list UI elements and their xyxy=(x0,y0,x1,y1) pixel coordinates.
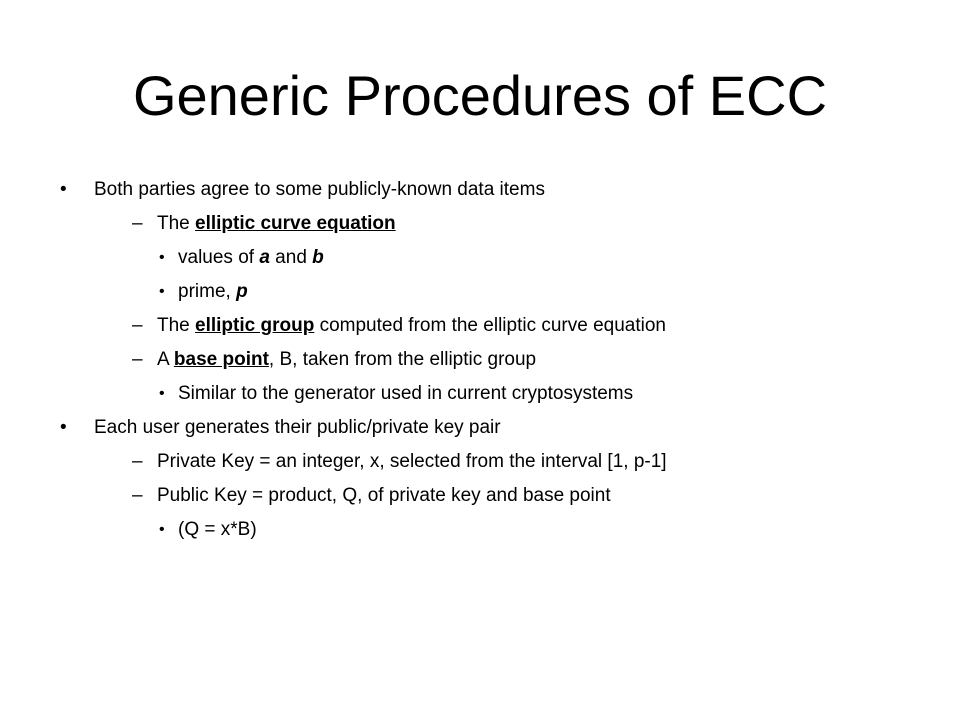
slide-title: Generic Procedures of ECC xyxy=(132,64,828,127)
dash-marker: – xyxy=(132,213,143,234)
bullet-text-prefix: The xyxy=(157,315,196,336)
bullet-text-prefix: prime, xyxy=(178,281,237,302)
bullet-marker: • xyxy=(159,249,165,266)
variable-a: a xyxy=(259,247,270,268)
dash-marker: – xyxy=(132,485,143,506)
bullet-text-suffix: , B, taken from the elliptic group xyxy=(268,349,537,370)
bullet-key-pair xyxy=(60,416,501,440)
bullet-text-suffix: computed from the elliptic curve equation xyxy=(314,315,666,336)
bullet-text-prefix: The xyxy=(157,213,196,234)
bullet-text: (Q = x*B) xyxy=(178,519,257,540)
sub-sub-bullet-values-a-b xyxy=(159,246,324,270)
dash-marker: – xyxy=(132,451,143,472)
bullet-text-prefix: values of xyxy=(178,247,260,268)
variable-b: b xyxy=(312,247,324,268)
variable-p: p xyxy=(236,281,248,302)
sub-bullet-public-key xyxy=(132,484,611,508)
dash-marker: – xyxy=(132,349,143,370)
elliptic-group-term: elliptic group xyxy=(195,315,315,336)
sub-sub-bullet-q-formula xyxy=(159,518,257,542)
sub-bullet-base-point xyxy=(132,348,537,372)
bullet-agree-data-items xyxy=(60,178,545,202)
bullet-text: Both parties agree to some publicly-known data items xyxy=(94,179,545,200)
elliptic-curve-equation-term: elliptic curve equation xyxy=(195,213,396,234)
sub-bullet-private-key xyxy=(132,450,667,474)
bullet-marker: • xyxy=(60,417,67,438)
bullet-marker: • xyxy=(159,385,165,402)
bullet-marker: • xyxy=(60,179,67,200)
base-point-term: base point xyxy=(173,349,269,370)
sub-bullet-elliptic-group xyxy=(132,314,666,338)
sub-sub-bullet-prime-p xyxy=(159,280,248,304)
bullet-text: Similar to the generator used in current cryptosystems xyxy=(178,383,634,404)
dash-marker: – xyxy=(132,315,143,336)
sub-sub-bullet-generator xyxy=(159,382,634,406)
bullet-text: Public Key = product, Q, of private key and base point xyxy=(157,485,611,506)
sub-bullet-elliptic-curve-equation xyxy=(132,212,396,236)
bullet-text-mid: and xyxy=(269,247,313,268)
bullet-marker: • xyxy=(159,521,165,538)
bullet-text-prefix: A xyxy=(157,349,174,370)
bullet-text: Private Key = an integer, x, selected from the interval [1, p-1] xyxy=(157,451,667,472)
bullet-marker: • xyxy=(159,283,165,300)
bullet-text: Each user generates their public/private key pair xyxy=(94,417,501,438)
